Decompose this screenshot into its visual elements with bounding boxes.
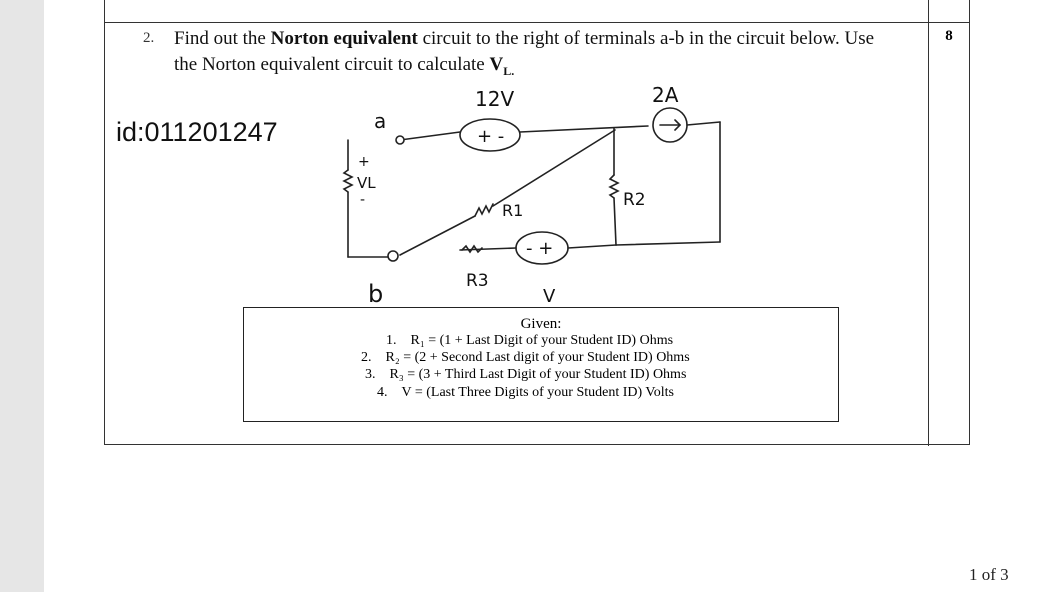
table-row-divider [104, 22, 970, 23]
given-box [243, 307, 839, 422]
source-12v-polarity: + - [477, 126, 505, 147]
given-item-1 [386, 333, 673, 349]
question-text-part1: Find out the [174, 28, 271, 49]
given-item-3-text: R₃ = (3 + Third Last Digit of your Student ID) Ohms [389, 367, 687, 382]
label-12v: 12V [475, 87, 515, 111]
question-text [174, 26, 894, 84]
given-item-2-text: R₂ = (2 + Second Last digit of your Student ID) Ohms [385, 350, 690, 365]
student-id-watermark: id:011201247 [116, 117, 278, 147]
question-marks: 8 [945, 28, 953, 44]
given-item-4 [377, 385, 674, 401]
terminal-b [388, 251, 398, 261]
vl-symbol [489, 54, 515, 78]
label-vl: VL [357, 174, 376, 192]
page-counter: 1 of 3 [969, 565, 1009, 584]
terminal-a [396, 136, 404, 144]
given-item-2-num: 2. [361, 350, 372, 365]
vl-sub: L. [503, 63, 515, 78]
circuit-diagram [330, 80, 750, 310]
vl-plus-sign: + [358, 154, 370, 170]
given-item-1-num: 1. [386, 333, 397, 348]
given-item-4-text: V = (Last Three Digits of your Student ID) Volts [401, 385, 674, 400]
given-title: Given: [520, 316, 562, 332]
label-r2: R2 [623, 190, 646, 210]
given-item-3-num: 3. [365, 367, 376, 382]
given-item-4-num: 4. [377, 385, 388, 400]
label-v: V [543, 286, 556, 307]
label-2a: 2A [652, 83, 679, 107]
label-b: b [368, 280, 384, 308]
given-item-1-text: R₁ = (1 + Last Digit of your Student ID) Ohms [410, 333, 674, 348]
label-r1: R1 [502, 201, 524, 220]
question-number: 2. [143, 30, 155, 46]
given-item-3 [365, 367, 686, 383]
question-text-bold: Norton equivalent [270, 28, 418, 49]
label-a: a [374, 109, 387, 133]
source-v-polarity: - + [526, 238, 554, 259]
marks-column-divider [928, 0, 929, 446]
viewer-gutter [0, 0, 44, 592]
label-r3: R3 [466, 271, 489, 291]
given-item-2 [361, 350, 690, 366]
question-text-part2: circuit to the right of terminals a-b in the circuit below. Use the Norton equivalent circuit to calculate [174, 28, 875, 75]
vl-minus-sign: - [360, 192, 366, 208]
vl-main: V [489, 54, 504, 75]
